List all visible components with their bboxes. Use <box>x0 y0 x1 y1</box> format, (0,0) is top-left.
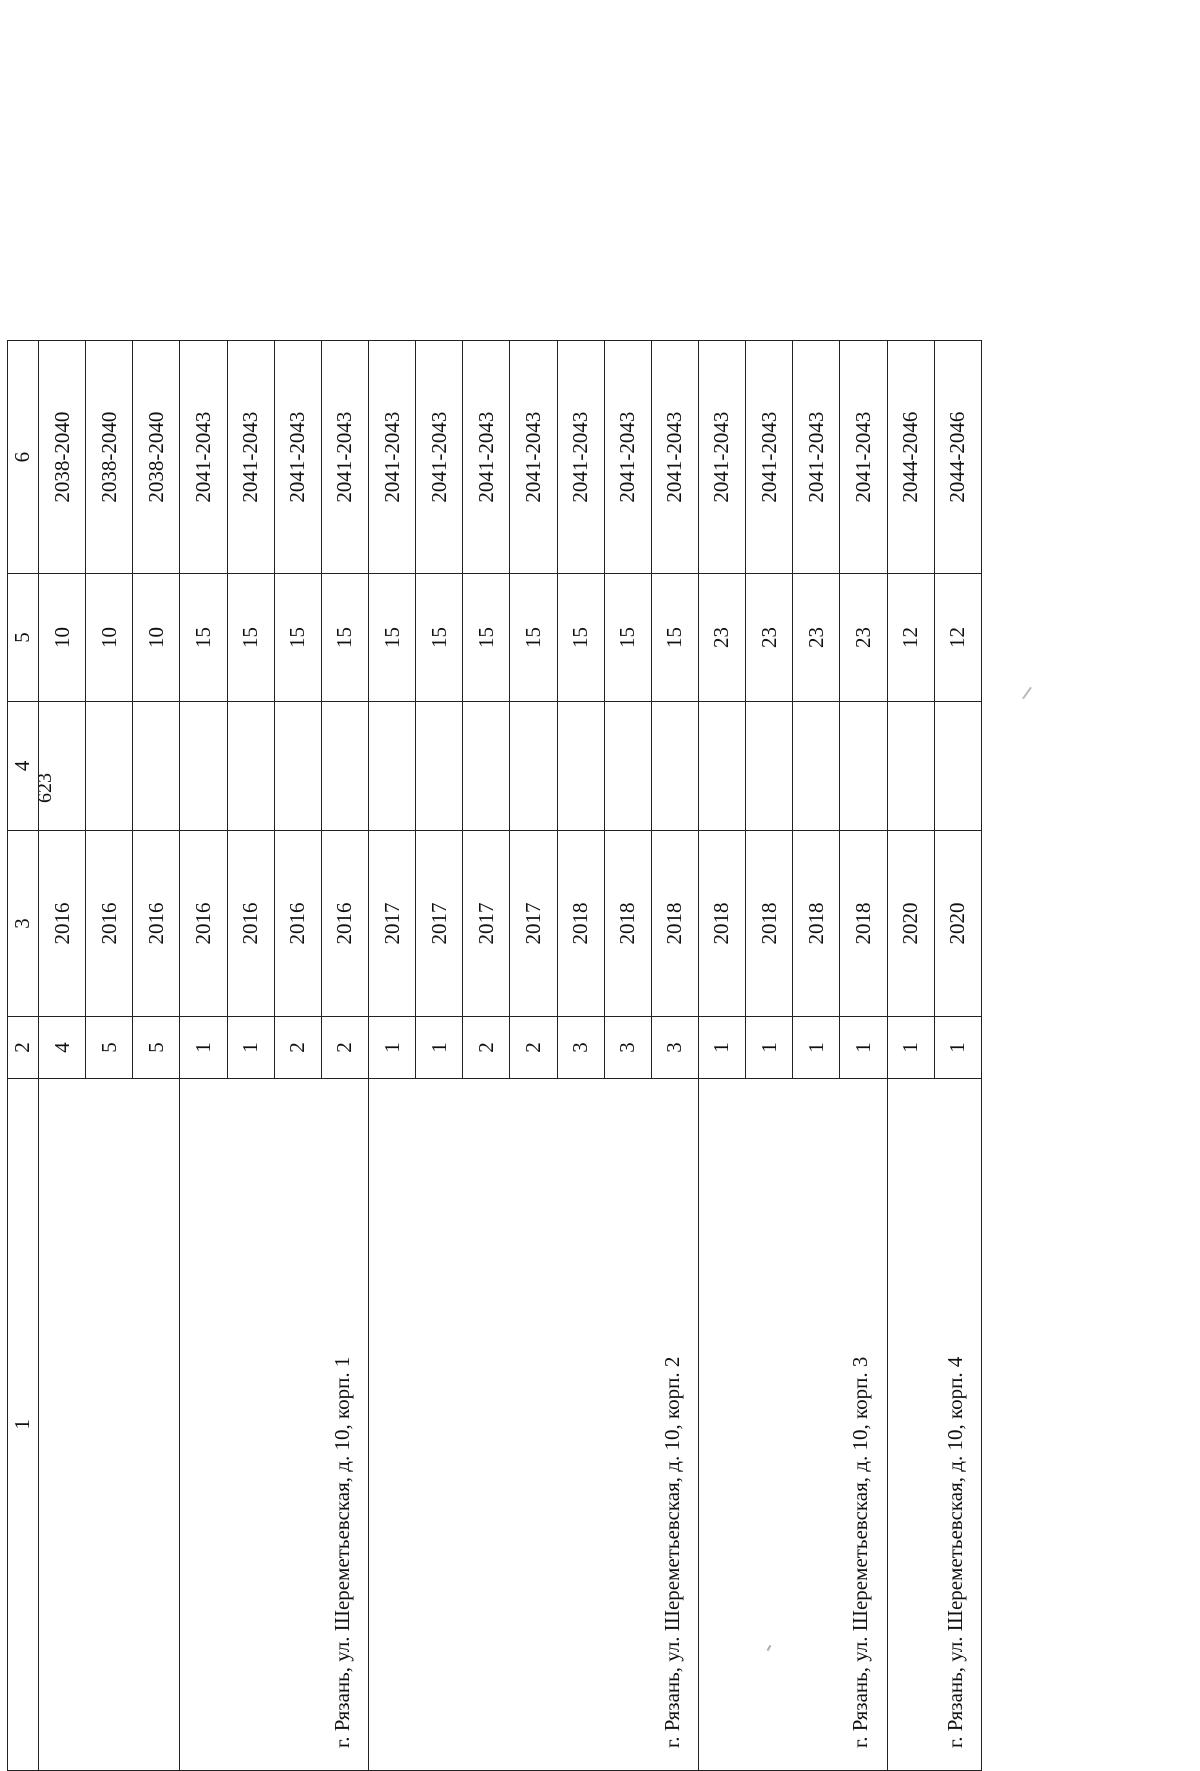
data-table <box>7 340 982 1771</box>
table-cell: 2018 <box>698 830 745 1016</box>
table-cell: 2016 <box>321 830 368 1016</box>
column-header: 1 <box>8 1078 39 1770</box>
table-cell: 15 <box>180 574 227 702</box>
table-cell: 3 <box>651 1017 698 1079</box>
table-cell: 15 <box>510 574 557 702</box>
table-cell <box>887 701 934 830</box>
table-cell: 15 <box>227 574 274 702</box>
table-cell: 15 <box>604 574 651 702</box>
table-cell: 15 <box>321 574 368 702</box>
table-cell: 4 <box>39 1017 86 1079</box>
table-cell: 2 <box>274 1017 321 1079</box>
table-row <box>887 341 934 1771</box>
table-container <box>7 340 982 1771</box>
table-cell: 23 <box>840 574 887 702</box>
table-cell: 2041-2043 <box>604 341 651 574</box>
table-cell: 2018 <box>793 830 840 1016</box>
table-cell <box>86 701 133 830</box>
table-cell: 2018 <box>604 830 651 1016</box>
table-row <box>180 341 227 1771</box>
table-cell: 2044-2046 <box>934 341 981 574</box>
table-cell <box>793 701 840 830</box>
header-row <box>8 341 39 1771</box>
table-cell: 5 <box>86 1017 133 1079</box>
table-cell <box>274 701 321 830</box>
table-cell: 2018 <box>651 830 698 1016</box>
table-cell: 2041-2043 <box>416 341 463 574</box>
table-cell: 2017 <box>510 830 557 1016</box>
table-cell: 1 <box>698 1017 745 1079</box>
address-cell: г. Рязань, ул. Шереметьевская, д. 10, корп. 1 <box>180 1078 369 1770</box>
table-cell <box>368 701 415 830</box>
table-cell: 1 <box>368 1017 415 1079</box>
table-cell: 2041-2043 <box>180 341 227 574</box>
table-cell <box>416 701 463 830</box>
table-cell: 15 <box>557 574 604 702</box>
table-cell: 2038-2040 <box>39 341 86 574</box>
table-cell: 2016 <box>39 830 86 1016</box>
table-cell: 2020 <box>934 830 981 1016</box>
table-cell: 1 <box>934 1017 981 1079</box>
table-cell: 2 <box>510 1017 557 1079</box>
table-cell: 15 <box>463 574 510 702</box>
table-cell: 15 <box>651 574 698 702</box>
table-cell: 2041-2043 <box>746 341 793 574</box>
address-cell: г. Рязань, ул. Шереметьевская, д. 10, корп. 2 <box>368 1078 698 1770</box>
table-cell <box>321 701 368 830</box>
column-header: 3 <box>8 830 39 1016</box>
table-cell: 2041-2043 <box>557 341 604 574</box>
address-cell: г. Рязань, ул. Шереметьевская, д. 10, корп. 3 <box>698 1078 887 1770</box>
table-cell: 2017 <box>416 830 463 1016</box>
column-header: 6 <box>8 341 39 574</box>
table-cell: 2017 <box>463 830 510 1016</box>
table-cell: 1 <box>887 1017 934 1079</box>
table-cell: 15 <box>416 574 463 702</box>
table-cell: 3 <box>604 1017 651 1079</box>
table-cell <box>227 701 274 830</box>
address-cell <box>39 1078 180 1770</box>
table-cell: 5 <box>133 1017 180 1079</box>
column-header: 5 <box>8 574 39 702</box>
table-row <box>39 341 86 1771</box>
scan-speck <box>1022 687 1032 700</box>
table-cell: 2020 <box>887 830 934 1016</box>
table-cell <box>840 701 887 830</box>
table-cell: 2041-2043 <box>321 341 368 574</box>
table-cell: 23 <box>698 574 745 702</box>
table-cell <box>698 701 745 830</box>
table-cell: 15 <box>274 574 321 702</box>
table-cell: 2 <box>321 1017 368 1079</box>
table-cell: 1 <box>746 1017 793 1079</box>
table-cell: 2016 <box>227 830 274 1016</box>
page-number: 623 <box>34 773 56 803</box>
table-cell: 2041-2043 <box>227 341 274 574</box>
table-cell: 2041-2043 <box>368 341 415 574</box>
table-cell <box>651 701 698 830</box>
table-cell: 2016 <box>86 830 133 1016</box>
table-body <box>8 341 982 1771</box>
table-row <box>368 341 415 1771</box>
table-cell: 3 <box>557 1017 604 1079</box>
table-cell <box>557 701 604 830</box>
table-cell: 2016 <box>180 830 227 1016</box>
table-cell: 1 <box>180 1017 227 1079</box>
table-cell <box>510 701 557 830</box>
table-row <box>698 341 745 1771</box>
table-cell <box>39 701 86 830</box>
table-cell <box>934 701 981 830</box>
table-cell: 2018 <box>746 830 793 1016</box>
table-cell <box>746 701 793 830</box>
table-cell: 2 <box>463 1017 510 1079</box>
address-cell: г. Рязань, ул. Шереметьевская, д. 10, корп. 4 <box>887 1078 981 1770</box>
table-cell: 2041-2043 <box>651 341 698 574</box>
table-cell: 2041-2043 <box>793 341 840 574</box>
table-cell: 10 <box>86 574 133 702</box>
table-cell: 15 <box>368 574 415 702</box>
table-cell: 23 <box>746 574 793 702</box>
table-cell <box>463 701 510 830</box>
table-cell: 1 <box>416 1017 463 1079</box>
table-cell: 1 <box>227 1017 274 1079</box>
table-cell: 1 <box>793 1017 840 1079</box>
table-cell <box>133 701 180 830</box>
table-cell: 2038-2040 <box>133 341 180 574</box>
table-cell: 23 <box>793 574 840 702</box>
table-cell: 2041-2043 <box>274 341 321 574</box>
table-cell: 2018 <box>840 830 887 1016</box>
table-cell: 2044-2046 <box>887 341 934 574</box>
table-cell: 10 <box>133 574 180 702</box>
table-cell: 2041-2043 <box>840 341 887 574</box>
table-cell: 2041-2043 <box>510 341 557 574</box>
table-cell: 2041-2043 <box>698 341 745 574</box>
table-cell <box>604 701 651 830</box>
table-cell: 2016 <box>274 830 321 1016</box>
table-cell: 2041-2043 <box>463 341 510 574</box>
column-header: 4 <box>8 701 39 830</box>
table-cell: 2038-2040 <box>86 341 133 574</box>
column-header: 2 <box>8 1017 39 1079</box>
table-cell: 2018 <box>557 830 604 1016</box>
table-cell: 1 <box>840 1017 887 1079</box>
table-cell: 12 <box>934 574 981 702</box>
table-cell: 2017 <box>368 830 415 1016</box>
table-cell: 10 <box>39 574 86 702</box>
table-cell: 2016 <box>133 830 180 1016</box>
table-cell: 12 <box>887 574 934 702</box>
table-cell <box>180 701 227 830</box>
